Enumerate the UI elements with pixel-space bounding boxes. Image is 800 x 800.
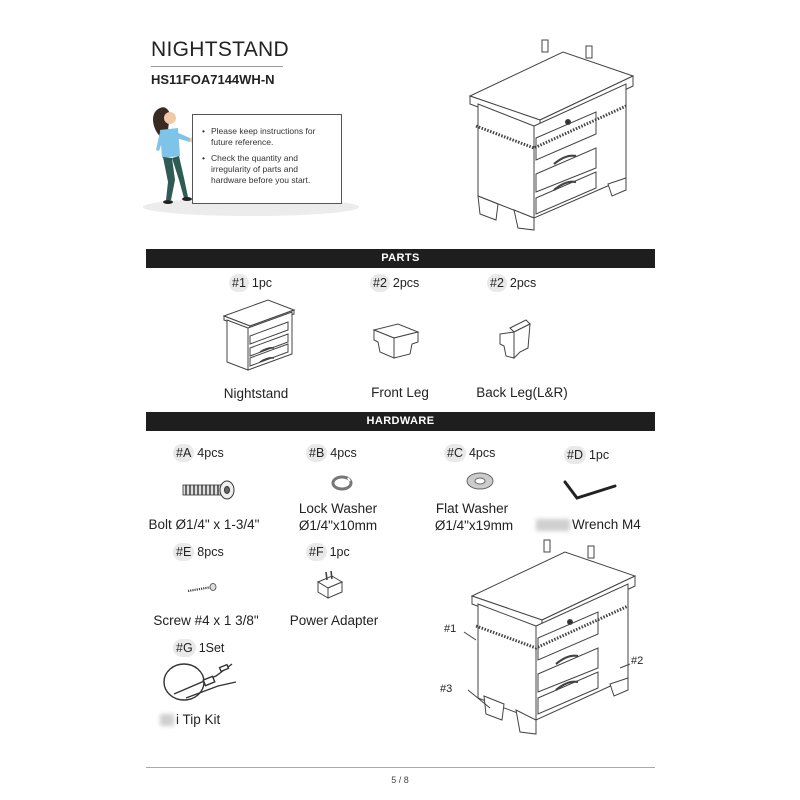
part-tag-2-front bbox=[370, 274, 419, 292]
front-leg-part-image bbox=[372, 322, 422, 362]
hardware-qty: 1pc bbox=[329, 545, 350, 559]
nightstand-assembly-illustration bbox=[470, 538, 636, 738]
hardware-id: #A bbox=[173, 444, 194, 462]
hardware-label-tip-kit bbox=[160, 712, 250, 727]
hardware-id: #E bbox=[173, 543, 194, 561]
hardware-qty: 1Set bbox=[198, 641, 225, 655]
hardware-size-flat-washer: Ø1/4"x19mm bbox=[434, 518, 514, 533]
hardware-qty: 4pcs bbox=[197, 446, 224, 460]
back-leg-part-image bbox=[496, 318, 532, 362]
callout-1: #1 bbox=[444, 623, 457, 635]
bolt-image bbox=[181, 480, 237, 500]
note-check-quantity: • Check the quantity and irregularity of parts and hardware before you start. bbox=[211, 153, 335, 186]
nightstand-illustration-main bbox=[468, 38, 636, 234]
hardware-name-flat-washer: Flat Washer bbox=[435, 501, 509, 516]
hardware-qty: 4pcs bbox=[468, 446, 496, 460]
part-qty: 2pcs bbox=[509, 276, 537, 290]
flat-washer-image bbox=[465, 470, 495, 492]
part-id: #2 bbox=[370, 274, 390, 292]
part-qty: 1pc bbox=[251, 276, 273, 290]
hardware-label-wrench bbox=[536, 517, 648, 532]
title-divider bbox=[151, 66, 283, 67]
tip-kit-image bbox=[160, 658, 240, 708]
hardware-id: #D bbox=[564, 446, 586, 464]
callout-3: #3 bbox=[440, 683, 453, 695]
nightstand-part-image bbox=[222, 298, 296, 376]
page-title: NIGHTSTAND bbox=[151, 38, 289, 61]
part-tag-1 bbox=[229, 274, 272, 292]
note-keep-instructions: • Please keep instructions for future reference. bbox=[211, 126, 335, 148]
part-name-nightstand: Nightstand bbox=[223, 386, 289, 401]
hardware-id: #B bbox=[306, 444, 327, 462]
instructions-note-box bbox=[192, 114, 342, 204]
hardware-qty: 4pcs bbox=[330, 446, 357, 460]
hardware-tag-d bbox=[564, 446, 609, 464]
hardware-tag-f bbox=[306, 543, 350, 561]
model-number: HS11FOA7144WH-N bbox=[151, 72, 275, 87]
hardware-section-header: HARDWARE bbox=[146, 412, 655, 431]
screw-image bbox=[184, 582, 218, 596]
hardware-tag-b bbox=[306, 444, 357, 462]
hardware-id: #C bbox=[444, 444, 466, 462]
parts-section-header: PARTS bbox=[146, 249, 655, 268]
hardware-name-tip-kit: i Tip Kit bbox=[176, 712, 221, 727]
hardware-tag-e bbox=[173, 543, 224, 561]
hardware-name-screw: Screw #4 x 1 3/8" bbox=[153, 613, 259, 628]
part-name-front-leg: Front Leg bbox=[371, 385, 429, 400]
page-number: 5 / 8 bbox=[391, 775, 409, 785]
hardware-name-bolt: Bolt Ø1/4" x 1-3/4" bbox=[148, 517, 260, 532]
hardware-tag-c bbox=[444, 444, 495, 462]
hardware-name-power-adapter: Power Adapter bbox=[289, 613, 379, 628]
hex-wrench-image bbox=[561, 478, 619, 504]
part-tag-2-back bbox=[487, 274, 536, 292]
hardware-name-lock-washer: Lock Washer bbox=[298, 501, 378, 516]
callout-2: #2 bbox=[631, 655, 644, 667]
hardware-id: #F bbox=[306, 543, 327, 561]
hardware-qty: 1pc bbox=[588, 448, 610, 462]
redacted-text bbox=[536, 519, 570, 531]
hardware-tag-g bbox=[173, 639, 224, 657]
hardware-id: #G bbox=[173, 639, 196, 657]
power-adapter-image bbox=[316, 570, 344, 600]
hardware-size-lock-washer: Ø1/4"x10mm bbox=[298, 518, 378, 533]
lock-washer-image bbox=[330, 474, 354, 492]
redacted-text bbox=[160, 714, 174, 726]
part-qty: 2pcs bbox=[392, 276, 420, 290]
part-name-back-leg: Back Leg(L&R) bbox=[476, 385, 568, 400]
part-id: #2 bbox=[487, 274, 507, 292]
hardware-name-wrench: Wrench M4 bbox=[572, 517, 641, 532]
hardware-qty: 8pcs bbox=[197, 545, 224, 559]
part-id: #1 bbox=[229, 274, 249, 292]
footer-divider bbox=[146, 767, 655, 768]
hardware-tag-a bbox=[173, 444, 224, 462]
